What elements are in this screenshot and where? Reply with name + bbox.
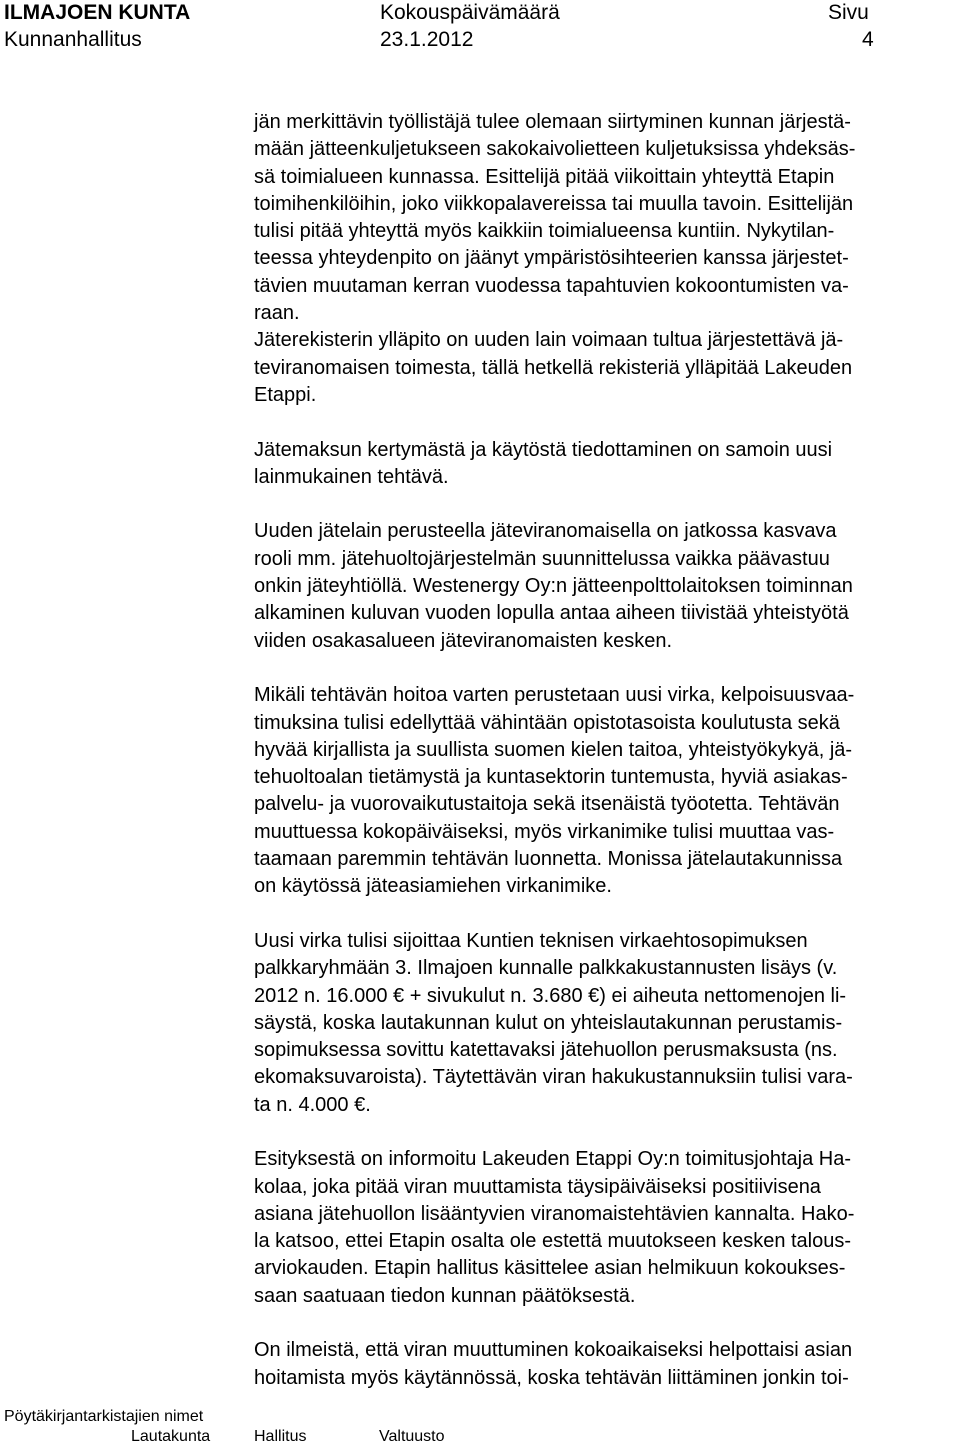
text-line: palvelu- ja vuorovaikutustaitoja sekä itsenäistä työotetta. Tehtävän xyxy=(254,793,840,816)
text-line: lainmukainen tehtävä. xyxy=(254,465,449,488)
text-line: hyvää kirjallista ja suullista suomen kielen taitoa, yhteistyökykyä, jä- xyxy=(254,738,853,761)
page-label: Sivu xyxy=(828,1,869,24)
text-line: Esityksestä on informoitu Lakeuden Etappi Oy:n toimitusjohtaja Ha- xyxy=(254,1148,851,1171)
text-line: jän merkittävin työllistäjä tulee olemaan siirtyminen kunnan järjestä- xyxy=(254,111,851,133)
text-line: Etappi. xyxy=(254,383,317,406)
page-number: 4 xyxy=(862,28,874,51)
meeting-date: 23.1.2012 xyxy=(380,28,474,51)
organization-name: ILMAJOEN KUNTA xyxy=(4,1,191,24)
text-line: tehuoltoalan tietämystä ja kuntasektorin tuntemusta, hyviä asiakas- xyxy=(254,766,848,789)
paragraph-gap xyxy=(254,901,950,928)
board-name: Kunnanhallitus xyxy=(4,28,142,51)
text-line: raan. xyxy=(254,302,300,325)
text-line: säystä, koska lautakunnan kulut on yhteislautakunnan perustamis- xyxy=(254,1011,843,1034)
paragraph-gap xyxy=(254,409,950,436)
footer-column-lautakunta: Lautakunta xyxy=(131,1428,211,1445)
paragraph-gap xyxy=(254,1310,950,1337)
text-line: On ilmeistä, että viran muuttuminen kokoaikaiseksi helpottaisi asian xyxy=(254,1339,853,1362)
text-line: alkaminen kuluvan vuoden lopulla antaa aiheen tiivistää yhteistyötä xyxy=(254,602,849,625)
text-line: 2012 n. 16.000 € + sivukulut n. 3.680 €) ei aiheuta nettomenojen li- xyxy=(254,984,847,1007)
text-line: la katsoo, ettei Etapin osalta ole estettä muutokseen kesken talous- xyxy=(254,1230,852,1253)
text-line: sopimuksessa sovittu katettavaksi jätehuollon perusmaksusta (ns. xyxy=(254,1039,838,1062)
text-line: asiana jätehuollon lisääntyvien viranomaistehtävien kannalta. Hako- xyxy=(254,1202,855,1225)
text-line: Uusi virka tulisi sijoittaa Kuntien teknisen virkaehtosopimuksen xyxy=(254,929,808,952)
meeting-date-label: Kokouspäivämäärä xyxy=(380,1,560,24)
text-line: ta n. 4.000 €. xyxy=(254,1093,371,1116)
text-line: arviokauden. Etapin hallitus käsittelee asian helmikuun kokoukses- xyxy=(254,1257,846,1280)
text-line: ekomaksuvaroista). Täytettävän viran hakukustannuksiin tulisi vara- xyxy=(254,1066,853,1089)
text-line: timuksina tulisi edellyttää vähintään opistotasoista koulutusta sekä xyxy=(254,711,840,734)
paragraph-gap xyxy=(254,655,950,682)
text-line: viiden osakasalueen jäteviranomaisten kesken. xyxy=(254,629,673,652)
text-line: onkin jäteyhtiöllä. Westenergy Oy:n jätteenpolttolaitoksen toiminnan xyxy=(254,575,853,598)
text-line: Jäterekisterin ylläpito on uuden lain voimaan tultua järjestettävä jä- xyxy=(254,329,844,352)
text-line: tulisi pitää yhteyttä myös kaikkiin toimialueensa kuntiin. Nykytilan- xyxy=(254,220,835,243)
text-line: Jätemaksun kertymästä ja käytöstä tiedottaminen on samoin uusi xyxy=(254,438,833,461)
paragraph-gap xyxy=(254,491,950,518)
text-line: sä toimialueen kunnassa. Esittelijä pitää viikoittain yhteyttä Etapin xyxy=(254,165,835,188)
text-line: rooli mm. jätehuoltojärjestelmän suunnittelussa vaikka päävastuu xyxy=(254,547,830,570)
footer-title: Pöytäkirjantarkistajien nimet xyxy=(4,1408,204,1425)
text-line: teessa yhteydenpito on jäänyt ympäristösihteerien kanssa järjestet- xyxy=(254,247,849,270)
text-line: taamaan paremmin tehtävän luonnetta. Monissa jätelautakunnissa xyxy=(254,848,843,871)
paragraph-gap xyxy=(254,1119,950,1146)
text-line: palkkaryhmään 3. Ilmajoen kunnalle palkkakustannusten lisäys (v. xyxy=(254,957,838,980)
text-line: toimihenkilöihin, joko viikkopalavereissa tai muulla tavoin. Esittelijän xyxy=(254,192,854,215)
document-body xyxy=(254,109,950,1392)
footer-column-hallitus: Hallitus xyxy=(254,1428,307,1445)
text-line: muuttuessa kokopäiväiseksi, myös virkanimike tulisi muuttaa vas- xyxy=(254,820,835,843)
text-line: kolaa, joka pitää viran muuttamista täysipäiväiseksi positiivisena xyxy=(254,1175,821,1198)
text-line: Mikäli tehtävän hoitoa varten perustetaan uusi virka, kelpoisuusvaa- xyxy=(254,684,855,707)
text-line: tävien muutaman kerran vuodessa tapahtuvien kokoontumisten va- xyxy=(254,274,849,297)
text-line: Uuden jätelain perusteella jäteviranomaisella on jatkossa kasvava xyxy=(254,520,837,543)
text-line: on käytössä jäteasiamiehen virkanimike. xyxy=(254,875,612,898)
footer-column-valtuusto: Valtuusto xyxy=(379,1428,445,1445)
text-line: teviranomaisen toimesta, tällä hetkellä rekisteriä ylläpitää Lakeuden xyxy=(254,356,853,379)
text-line: hoitamista myös käytännössä, koska tehtävän liittäminen jonkin toi- xyxy=(254,1366,849,1389)
text-line: saan saatuaan tiedon kunnan päätöksestä. xyxy=(254,1284,636,1307)
text-line: mään jätteenkuljetukseen sakokaivolietteen kuljetuksissa yhdeksäs- xyxy=(254,138,856,161)
